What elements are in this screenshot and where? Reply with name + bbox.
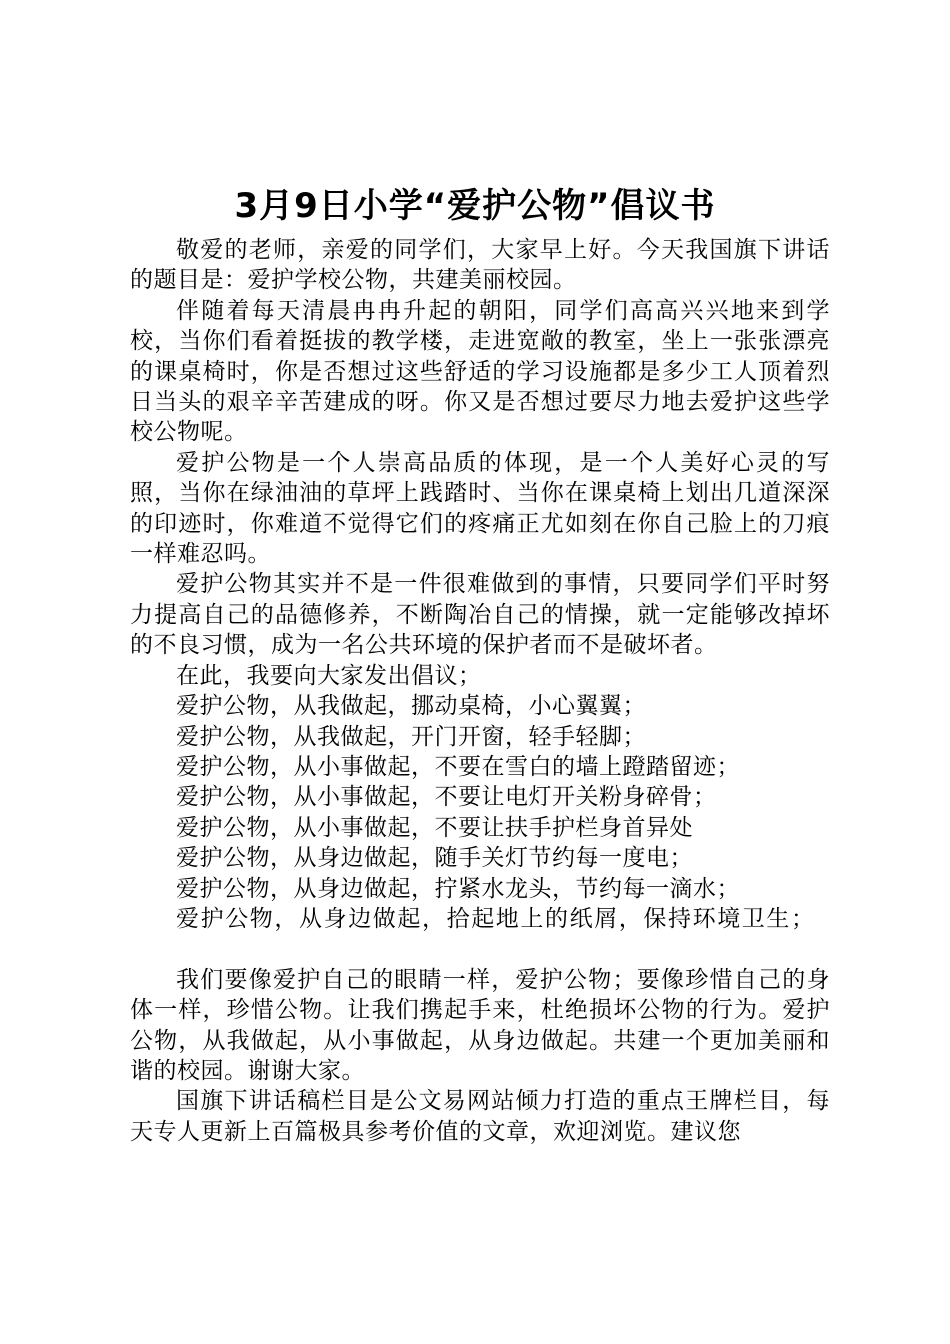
proposal-item: 爱护公物，从我做起，挪动桌椅，小心翼翼； <box>176 693 646 720</box>
paragraph-habits: 爱护公物其实并不是一件很难做到的事情，只要同学们平时努力提高自己的品德修养，不断陶冶自己的情操，就一定能够改掉坏的不良习惯，成为一名公共环境的保护者而不是破坏者。 <box>130 571 830 659</box>
proposal-item: 爱护公物，从我做起，开门开窗，轻手轻脚； <box>176 723 646 750</box>
proposal-item: 爱护公物，从小事做起，不要让电灯开关粉身碎骨； <box>176 784 717 811</box>
proposal-item: 爱护公物，从小事做起，不要在雪白的墙上蹬踏留迹； <box>176 753 740 780</box>
paragraph-site-note: 国旗下讲话稿栏目是公文易网站倾力打造的重点王牌栏目，每天专人更新上百篇极具参考价值的文章，欢迎浏览。建议您 <box>130 1088 830 1145</box>
proposal-item: 爱护公物，从身边做起，拧紧水龙头，节约每一滴水； <box>176 875 740 902</box>
paragraph-morning: 伴随着每天清晨冉冉升起的朝阳，同学们高高兴兴地来到学校，当你们看着挺拔的教学楼，走进宽敞的教室，坐上一张张漂亮的课桌椅时，你是否想过这些舒适的学习设施都是多少工人顶着烈日当头的艰辛辛苦建成的呀。你又是否想过要尽力地去爱护这些学校公物呢。 <box>130 297 830 446</box>
document-body <box>130 235 830 1147</box>
proposal-item: 爱护公物，从小事做起，不要让扶手护栏身首异处 <box>176 814 693 841</box>
paragraph-greeting: 敬爱的老师，亲爱的同学们，大家早上好。今天我国旗下讲话的题目是：爱护学校公物，共建美丽校园。 <box>130 237 830 294</box>
proposal-intro: 在此，我要向大家发出倡议； <box>176 662 482 689</box>
blank-line <box>130 934 830 964</box>
paragraph-closing: 我们要像爱护自己的眼睛一样，爱护公物；要像珍惜自己的身体一样，珍惜公物。让我们携起手来，杜绝损坏公物的行为。爱护公物，从我做起，从小事做起，从身边做起。共建一个更加美丽和谐的校园。谢谢大家。 <box>130 966 830 1084</box>
proposal-item: 爱护公物，从身边做起，拾起地上的纸屑，保持环境卫生； <box>176 905 816 932</box>
paragraph-quality: 爱护公物是一个人崇高品质的体现，是一个人美好心灵的写照，当你在绿油油的草坪上践踏时、当你在课桌椅上划出几道深深的印迹时，你难道不觉得它们的疼痛正尤如刻在你自己脸上的刀痕一样难忍吗。 <box>130 449 830 568</box>
proposal-item: 爱护公物，从身边做起，随手关灯节约每一度电； <box>176 845 693 872</box>
document-title: 3月9日小学“爱护公物”倡议书 <box>234 186 716 226</box>
